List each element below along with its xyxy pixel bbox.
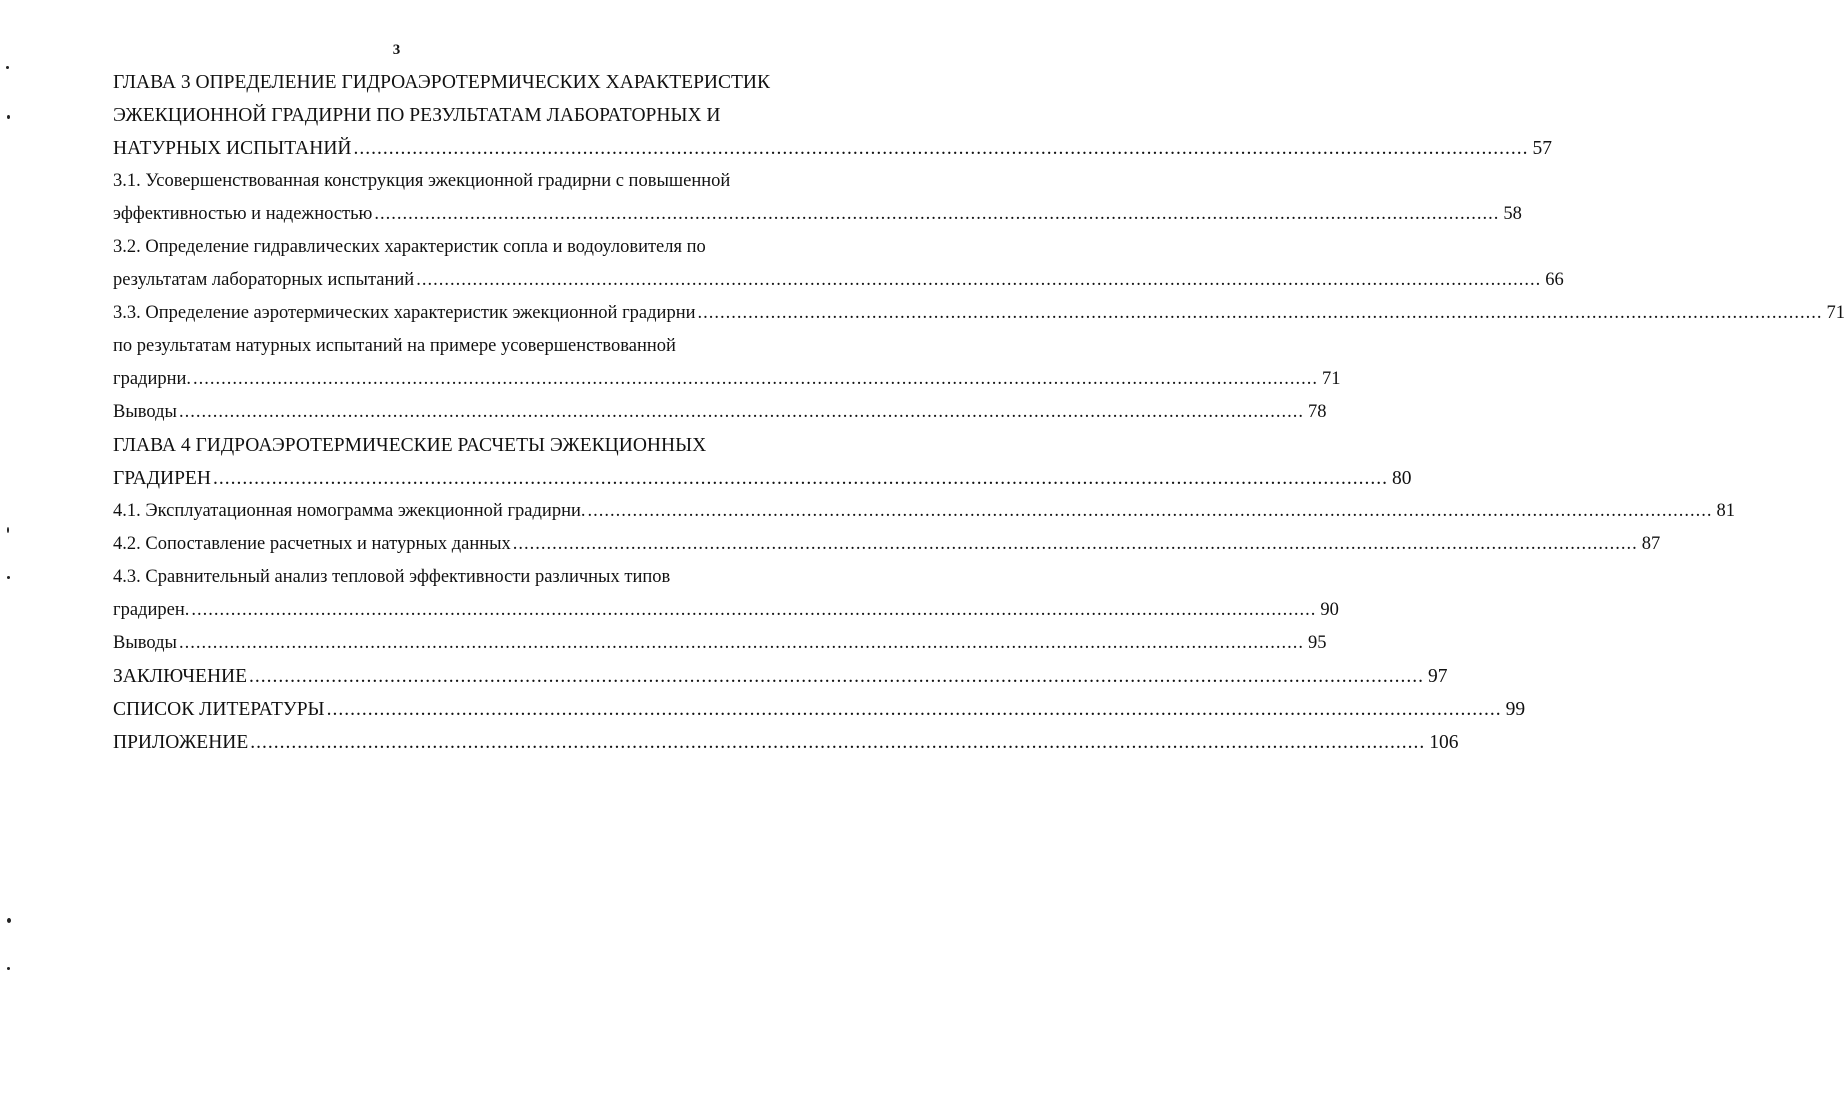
toc-entry-title: ПРИЛОЖЕНИЕ	[113, 732, 249, 753]
toc-entry	[113, 264, 1564, 297]
toc-entry-page: 78	[1307, 402, 1327, 422]
dot-leader: ........................................................................................................................................................................................................	[353, 138, 1529, 159]
toc-entry-title: градирен.	[113, 600, 190, 620]
dot-leader: ........................................................................................................................................................................................................	[587, 501, 1713, 521]
toc-entry-page: 71	[1322, 369, 1341, 389]
dot-leader: ........................................................................................................................................................................................................	[326, 699, 1502, 720]
dot-leader: ........................................................................................................................................................................................................	[178, 402, 1304, 422]
toc-entry-page: 80	[1391, 468, 1412, 489]
toc-entry	[113, 396, 1327, 429]
toc-entry-page: 95	[1307, 633, 1327, 653]
toc-entry	[113, 660, 1448, 693]
dot-leader: ........................................................................................................................................................................................................	[212, 468, 1388, 489]
toc-entry-title: градирни.	[113, 369, 192, 389]
toc-entry-title: Выводы	[113, 402, 177, 422]
toc-entry-page: 66	[1545, 270, 1564, 290]
dot-leader: ........................................................................................................................................................................................................	[178, 633, 1304, 653]
toc-entry-title: 3.3. Определение аэротермических характеристик эжекционной градирни	[113, 303, 696, 323]
toc-entry: ЭЖЕКЦИОННОЙ ГРАДИРНИ ПО РЕЗУЛЬТАТАМ ЛАБОРАТОРНЫХ И	[113, 105, 721, 126]
toc-entry-page: 87	[1641, 534, 1661, 554]
toc-entry-page: 90	[1320, 600, 1339, 620]
toc-entry	[113, 198, 1522, 231]
toc-entry-title: 4.1. Эксплуатационная номограмма эжекционной градирни.	[113, 501, 586, 521]
toc-entry	[113, 693, 1526, 726]
toc-entry	[113, 726, 1459, 759]
toc-entry	[113, 297, 1845, 330]
toc-entry-title: ГРАДИРЕН	[113, 468, 211, 489]
toc-entry: ГЛАВА 3 ОПРЕДЕЛЕНИЕ ГИДРОАЭРОТЕРМИЧЕСКИХ ХАРАКТЕРИСТИК	[113, 72, 771, 93]
scan-margin-marks	[0, 0, 30, 1096]
toc-entry: 4.3. Сравнительный анализ тепловой эффективности различных типов	[113, 567, 671, 587]
toc-entry	[113, 132, 1553, 165]
toc-entry-page: 58	[1503, 204, 1522, 224]
toc-entry: ГЛАВА 4 ГИДРОАЭРОТЕРМИЧЕСКИЕ РАСЧЕТЫ ЭЖЕКЦИОННЫХ	[113, 435, 707, 456]
table-of-contents	[113, 66, 1845, 759]
toc-entry-title: Выводы	[113, 633, 177, 653]
toc-entry-title: ЗАКЛЮЧЕНИЕ	[113, 666, 248, 687]
dot-leader: ........................................................................................................................................................................................................	[250, 732, 1426, 753]
page-number: 3	[392, 42, 401, 58]
dot-leader: ........................................................................................................................................................................................................	[416, 270, 1542, 290]
toc-entry-page: 71	[1826, 303, 1845, 323]
toc-entry-title: СПИСОК ЛИТЕРАТУРЫ	[113, 699, 325, 720]
toc-entry-page: 99	[1505, 699, 1526, 720]
toc-entry: 3.2. Определение гидравлических характеристик сопла и водоуловителя по	[113, 237, 706, 257]
toc-entry	[113, 528, 1661, 561]
toc-entry-title: эффективностью и надежностью	[113, 204, 373, 224]
dot-leader: ........................................................................................................................................................................................................	[191, 600, 1317, 620]
dot-leader: ........................................................................................................................................................................................................	[193, 369, 1319, 389]
toc-entry: по результатам натурных испытаний на примере усовершенствованной	[113, 336, 676, 356]
dot-leader: ........................................................................................................................................................................................................	[512, 534, 1638, 554]
toc-entry-title: 4.2. Сопоставление расчетных и натурных данных	[113, 534, 511, 554]
toc-entry	[113, 363, 1341, 396]
toc-entry-title: результатам лабораторных испытаний	[113, 270, 415, 290]
toc-entry: 3.1. Усовершенствованная конструкция эжекционной градирни с повышенной	[113, 171, 731, 191]
toc-entry-page: 81	[1716, 501, 1735, 521]
toc-entry-page: 106	[1429, 732, 1459, 753]
dot-leader: ........................................................................................................................................................................................................	[374, 204, 1500, 224]
toc-entry	[113, 594, 1339, 627]
toc-entry-page: 97	[1428, 666, 1448, 687]
toc-entry-title: НАТУРНЫХ ИСПЫТАНИЙ	[113, 138, 352, 159]
toc-entry	[113, 495, 1735, 528]
dot-leader: ........................................................................................................................................................................................................	[249, 666, 1425, 687]
toc-entry	[113, 462, 1412, 495]
dot-leader: ........................................................................................................................................................................................................	[697, 303, 1823, 323]
toc-entry-page: 57	[1532, 138, 1553, 159]
toc-entry	[113, 627, 1327, 660]
